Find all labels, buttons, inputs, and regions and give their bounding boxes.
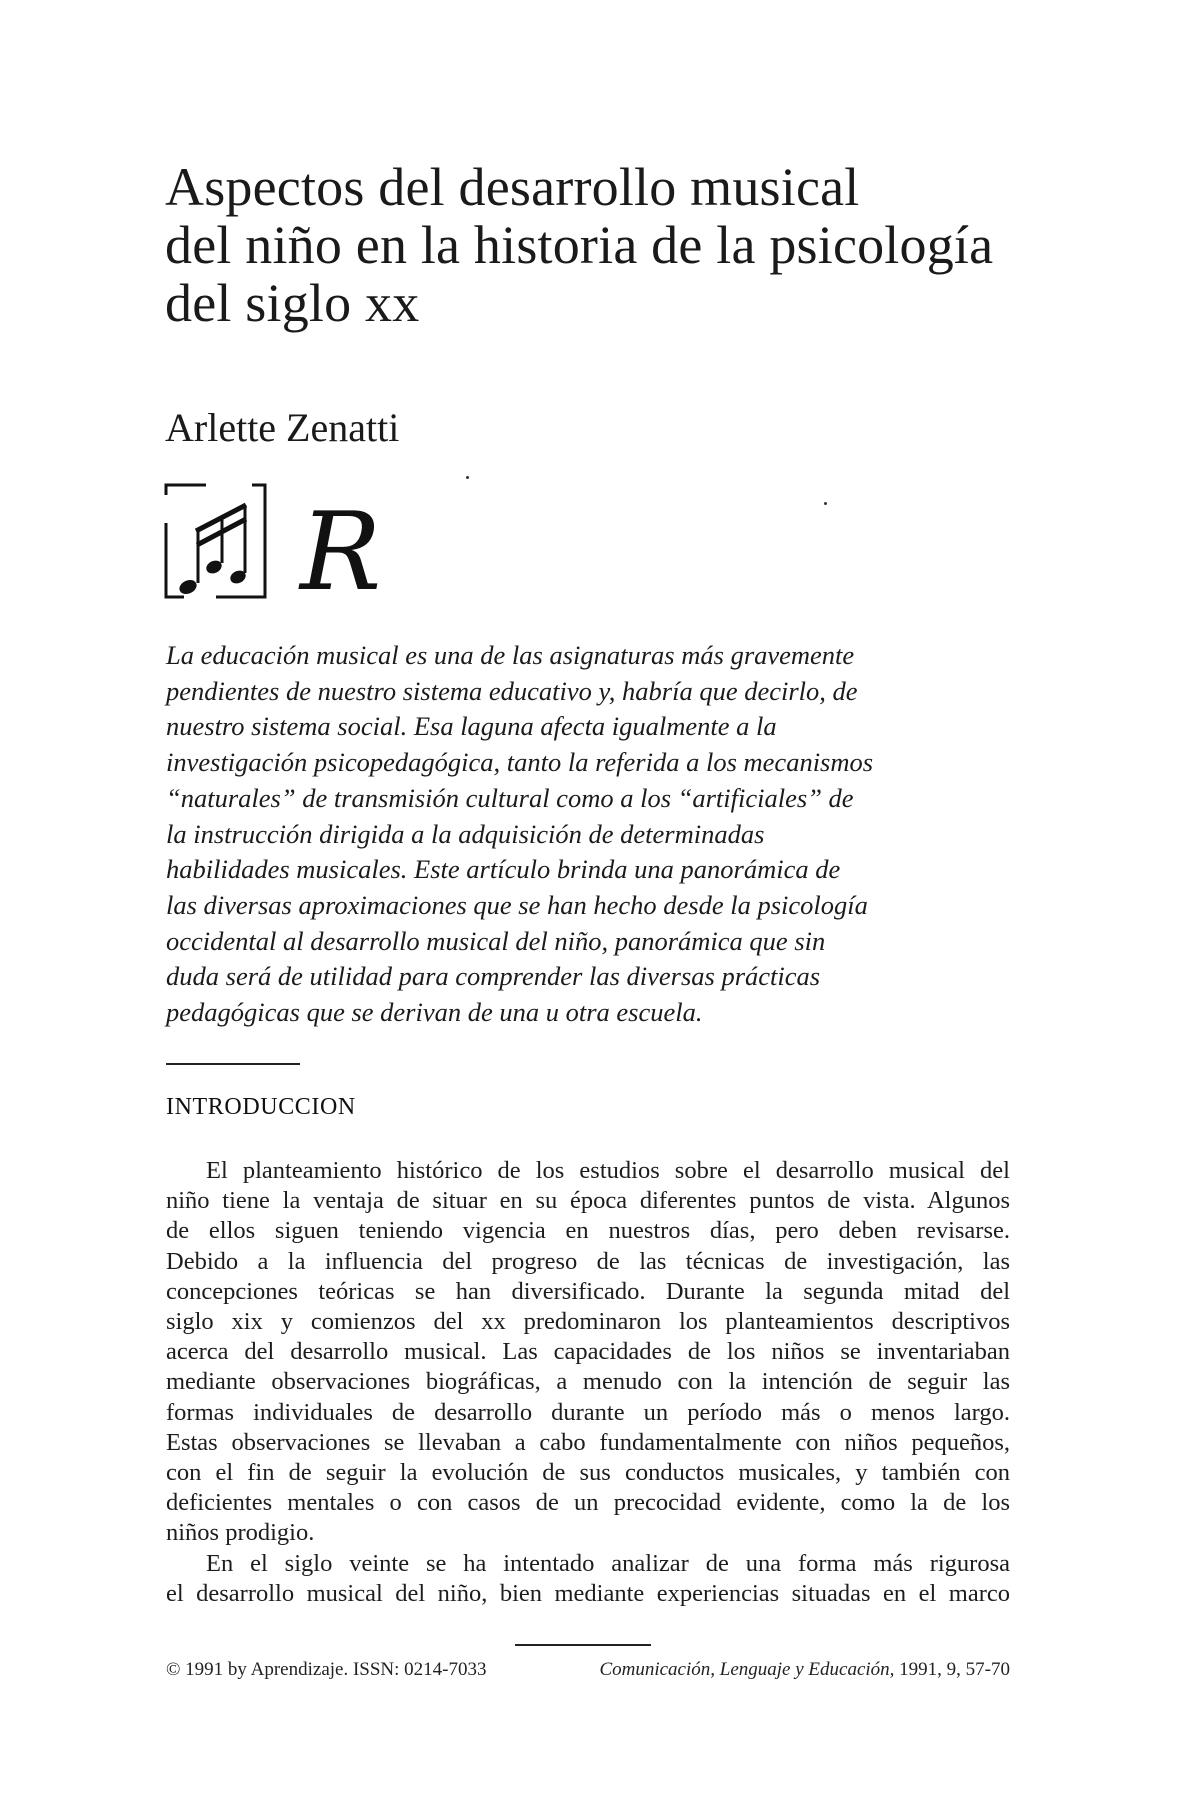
body-line: niño tiene la ventaja de situar en su época diferentes puntos de vista. Algunos <box>166 1187 1010 1215</box>
abstract-line: la instrucción dirigida a la adquisición de determinadas <box>166 818 765 849</box>
body-line: formas individuales de desarrollo durante un período más o menos largo. <box>166 1398 1010 1426</box>
citation-details: 1991, 9, 57-70 <box>894 1659 1010 1680</box>
abstract-line: habilidades musicales. Este artículo brinda una panorámica de <box>166 854 841 885</box>
scan-speck <box>466 476 469 479</box>
body-line: Estas observaciones se llevaban a cabo fundamentalmente con niños pequeños, <box>166 1428 1010 1456</box>
footer-divider <box>515 1644 651 1646</box>
body-line: el desarrollo musical del niño, bien mediante experiencias situadas en el marco <box>166 1579 1010 1607</box>
journal-citation <box>599 1655 1010 1685</box>
abstract-line: pedagógicas que se derivan de una u otra escuela. <box>166 997 703 1028</box>
page-footer <box>166 1655 1010 1685</box>
scan-speck <box>824 502 827 505</box>
body-line: En el siglo veinte se ha intentado analizar de una forma más rigurosa <box>206 1549 1010 1577</box>
abstract-line: investigación psicopedagógica, tanto la referida a los mecanismos <box>166 747 874 778</box>
drop-cap-letter: R <box>300 490 382 615</box>
title-line: del niño en la historia de la psicología <box>165 215 994 275</box>
abstract-line: nuestro sistema social. Esa laguna afecta igualmente a la <box>166 711 777 742</box>
abstract-line: pendientes de nuestro sistema educativo y, habría que decirlo, de <box>166 675 858 706</box>
music-notes-icon <box>164 483 268 599</box>
author-name: Arlette Zenatti <box>165 405 400 450</box>
body-line: Debido a la influencia del progreso de las técnicas de investigación, las <box>166 1247 1010 1275</box>
body-line: siglo xix y comienzos del xx predominaron los planteamientos descriptivos <box>166 1308 1010 1336</box>
title-line: del siglo xx <box>165 273 420 333</box>
body-line: El planteamiento histórico de los estudios sobre el desarrollo musical del <box>206 1157 1010 1184</box>
abstract-line: duda será de utilidad para comprender las diversas prácticas <box>166 961 821 992</box>
section-heading: INTRODUCCION <box>166 1094 356 1120</box>
abstract-line: occidental al desarrollo musical del niño, panorámica que sin <box>166 925 826 956</box>
body-line: acerca del desarrollo musical. Las capacidades de los niños se inventariaban <box>166 1338 1010 1366</box>
abstract-line: las diversas aproximaciones que se han hecho desde la psicología <box>166 889 868 920</box>
body-line: concepciones teóricas se han diversificado. Durante la segunda mitad del <box>166 1277 1010 1305</box>
abstract-line: La educación musical es una de las asignaturas más gravemente <box>166 640 855 670</box>
copyright-notice: © 1991 by Aprendizaje. ISSN: 0214-7033 <box>166 1659 487 1680</box>
abstract-line: “naturales” de transmisión cultural como a los “artificiales” de <box>166 782 854 813</box>
body-line: niños prodigio. <box>166 1519 315 1547</box>
body-line: mediante observaciones biográficas, a menudo con la intención de seguir las <box>166 1368 1010 1396</box>
article-title <box>165 158 1065 332</box>
abstract <box>166 638 1006 1031</box>
introduction-body <box>166 1156 1010 1609</box>
body-line: con el fin de seguir la evolución de sus conductos musicales, y también con <box>166 1459 1010 1487</box>
body-line: deficientes mentales o con casos de un precocidad evidente, como la de los <box>166 1489 1010 1517</box>
body-line: de ellos siguen teniendo vigencia en nuestros días, pero deben revisarse. <box>166 1217 1010 1245</box>
title-line: Aspectos del desarrollo musical <box>165 157 860 217</box>
journal-name: Comunicación, Lenguaje y Educación, <box>599 1659 895 1680</box>
section-divider <box>166 1063 300 1065</box>
